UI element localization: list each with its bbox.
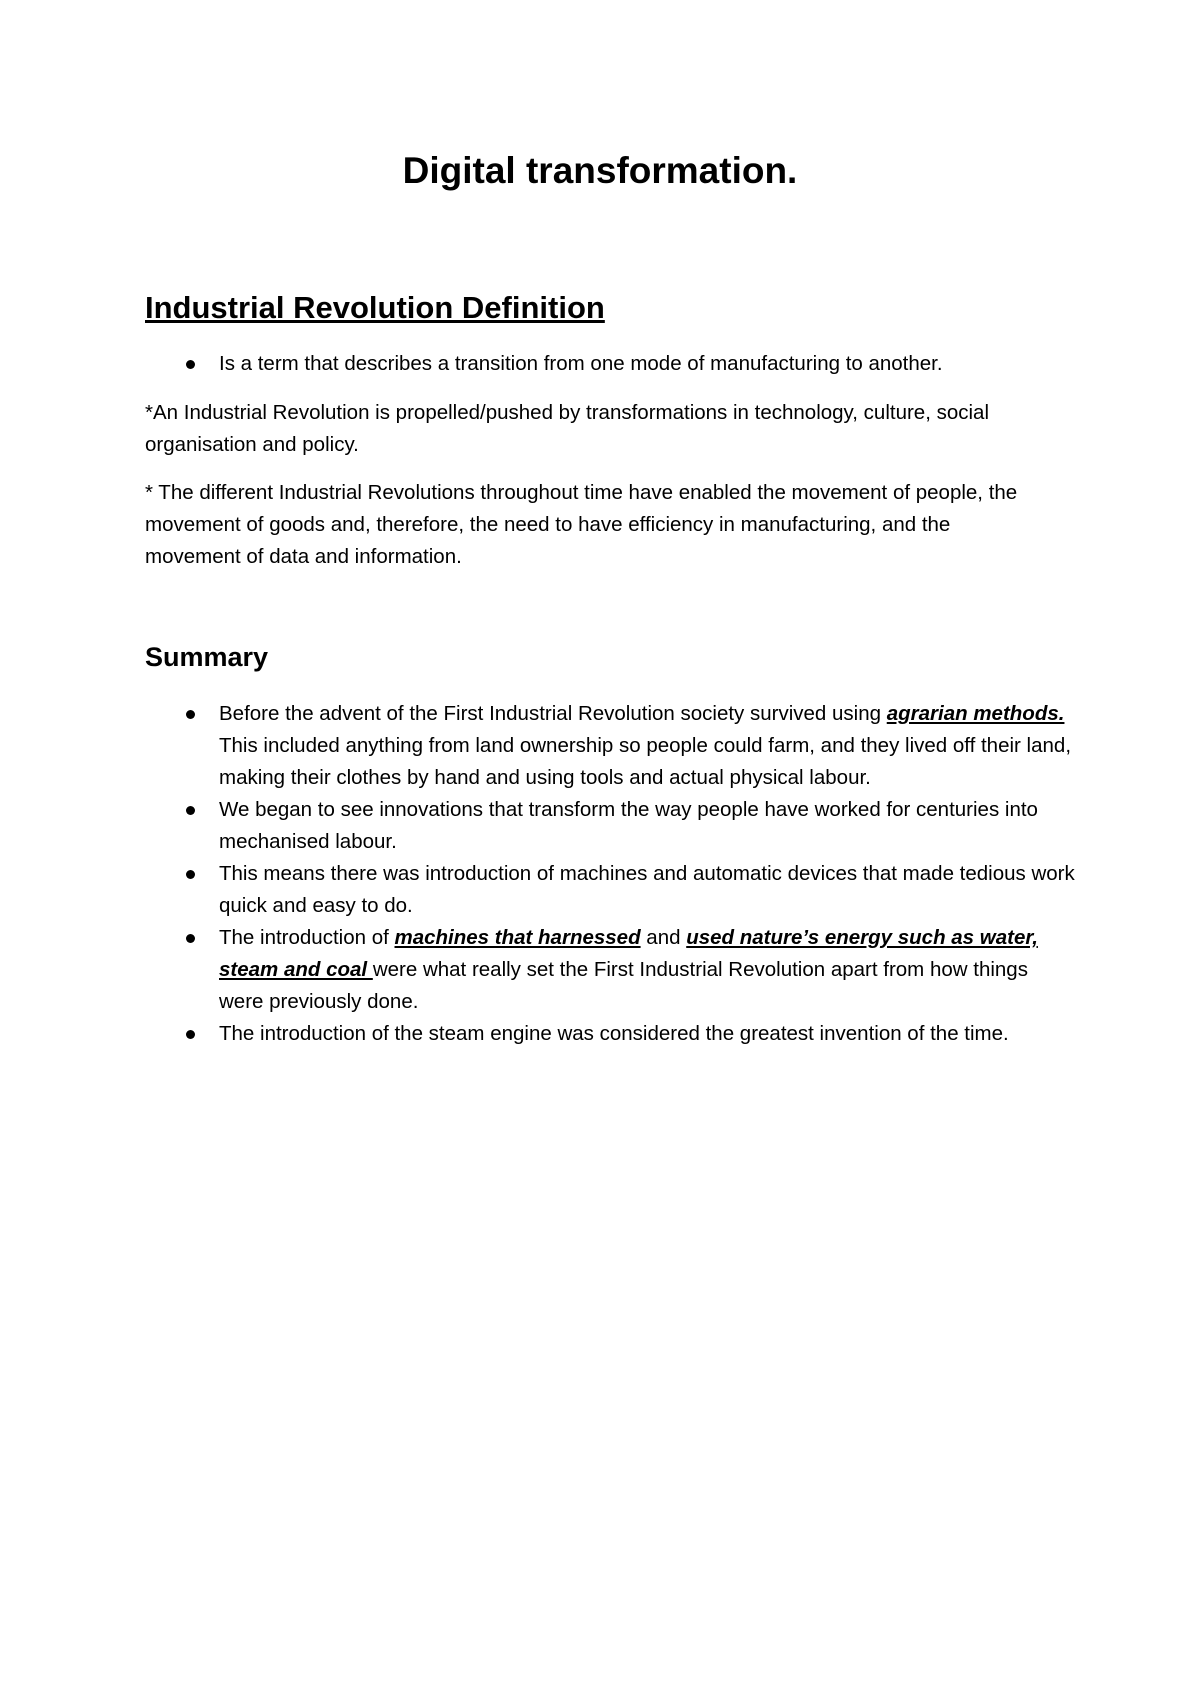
summary-text: were what really set the First Industrial Revolution apart from how things were previously done. — [219, 958, 1028, 1013]
summary-heading: Summary — [145, 642, 269, 672]
summary-text: and — [640, 926, 687, 949]
summary-list — [145, 698, 1075, 1050]
bullet-icon — [186, 934, 195, 943]
list-item — [145, 794, 1075, 858]
list-item — [145, 348, 1065, 380]
summary-text: The introduction of — [219, 926, 395, 949]
emphasis-natures-energy: used nature’s energy such as water, steam and coal — [219, 926, 1038, 981]
definition-heading: Industrial Revolution Definition — [145, 290, 605, 325]
bullet-icon — [186, 360, 195, 369]
list-item — [145, 1018, 1075, 1050]
list-item — [145, 698, 1075, 794]
list-item — [145, 858, 1075, 922]
emphasis-machines: machines that harnessed — [394, 926, 641, 949]
paragraph-propelled: *An Industrial Revolution is propelled/pushed by transformations in technology, culture, social organisation and policy. — [145, 401, 990, 456]
summary-text: This included anything from land ownership so people could farm, and they lived off their land, making their clothes by hand and using tools and actual physical labour. — [219, 734, 1072, 789]
definition-text: Is a term that describes a transition from one mode of manufacturing to another. — [219, 352, 943, 375]
document-title: Digital transformation. — [402, 150, 798, 191]
bullet-icon — [186, 1030, 195, 1039]
summary-text: The introduction of the steam engine was considered the greatest invention of the time. — [219, 1022, 1009, 1045]
definition-list — [145, 348, 1065, 380]
bullet-icon — [186, 710, 195, 719]
paragraph-movement: * The different Industrial Revolutions throughout time have enabled the movement of people, the movement of goods and, therefore, the need to have efficiency in manufacturing, and the movement of data and information. — [145, 481, 1018, 568]
emphasis-agrarian-methods: agrarian methods. — [886, 702, 1065, 725]
summary-text: This means there was introduction of machines and automatic devices that made tedious work quick and easy to do. — [219, 862, 1075, 917]
bullet-icon — [186, 806, 195, 815]
bullet-icon — [186, 870, 195, 879]
summary-text: We began to see innovations that transform the way people have worked for centuries into mechanised labour. — [219, 798, 1038, 853]
list-item — [145, 922, 1075, 1018]
summary-text: Before the advent of the First Industrial Revolution society survived using — [219, 702, 887, 725]
